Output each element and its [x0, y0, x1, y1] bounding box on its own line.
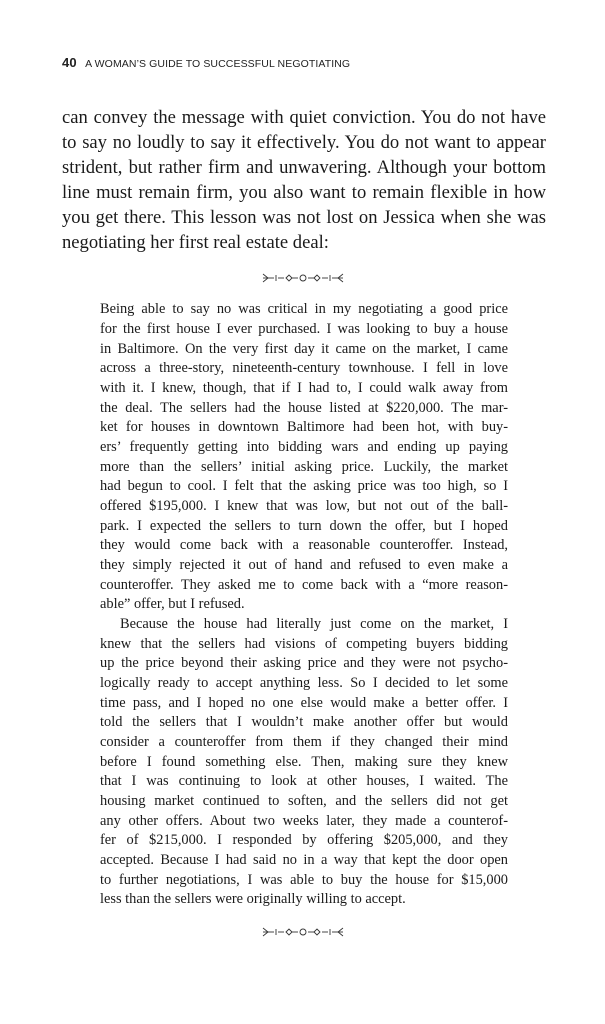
quote-line: accepted. Because I had said no in a way that kept the door open [100, 852, 508, 868]
running-header [62, 55, 350, 70]
quote-line: across a three-story, nineteenth-century townhouse. I fell in love [100, 360, 508, 376]
quote-line: ket for houses in downtown Baltimore had been hot, with buy- [100, 419, 508, 435]
quote-line: with it. I knew, though, that if I had to, I could walk away from [100, 380, 508, 396]
quote-line: for the first house I ever purchased. I was looking to buy a house [100, 321, 508, 337]
quote-line: the deal. The sellers had the house listed at $220,000. The mar- [100, 400, 508, 416]
quote-line: fer of $215,000. I responded by offering $205,000, and they [100, 832, 508, 848]
body-line: you get there. This lesson was not lost on Jessica when she was [62, 207, 546, 228]
quote-line: more than the sellers’ initial asking price. Luckily, the market [100, 459, 508, 475]
quote-line: counteroffer. They asked me to come back with a “more reason- [100, 577, 508, 593]
body-line: to say no loudly to say it effectively. You do not want to appear [62, 132, 546, 153]
quote-line: knew that the sellers had visions of competing buyers bidding [100, 636, 508, 652]
quote-line: to further negotiations, I was able to buy the house for $15,000 [100, 872, 508, 888]
quote-line: they simply rejected it out of hand and refused to even make a [100, 557, 508, 573]
quote-line: Because the house had literally just come on the market, I [120, 616, 508, 632]
section-ornament-bottom [262, 927, 344, 937]
quote-line: time pass, and I hoped no one else would make a better offer. I [100, 695, 508, 711]
quote-line: ers’ frequently getting into bidding wars and ending up paying [100, 439, 508, 455]
page-number: 40 [62, 55, 77, 70]
quote-line: told the sellers that I wouldn’t make another offer but would [100, 714, 508, 730]
quote-line: before I found something else. Then, making sure they knew [100, 754, 508, 770]
quote-line: able” offer, but I refused. [100, 596, 245, 612]
section-ornament-top [262, 273, 344, 283]
quote-line: they would come back with a reasonable counteroffer. Instead, [100, 537, 508, 553]
quote-line: had begun to cool. I felt that the asking price was too high, so I [100, 478, 508, 494]
quote-line: housing market continued to soften, and the sellers did not get [100, 793, 508, 809]
body-line: negotiating her first real estate deal: [62, 232, 329, 253]
body-line: can convey the message with quiet conviction. You do not have [62, 107, 546, 128]
quote-line: that I was continuing to look at other houses, I waited. The [100, 773, 508, 789]
quote-line: less than the sellers were originally willing to accept. [100, 891, 406, 907]
quote-line: offered $195,000. I knew that was low, but not out of the ball- [100, 498, 508, 514]
quote-line: consider a counteroffer from them if they changed their mind [100, 734, 508, 750]
quote-line: Being able to say no was critical in my negotiating a good price [100, 301, 508, 317]
quote-line: in Baltimore. On the very first day it came on the market, I came [100, 341, 508, 357]
body-line: line must remain firm, you also want to remain flexible in how [62, 182, 546, 203]
quote-line: logically ready to accept anything less. So I decided to let some [100, 675, 508, 691]
quote-line: any other offers. About two weeks later, they made a counterof- [100, 813, 508, 829]
running-title: A WOMAN’S GUIDE TO SUCCESSFUL NEGOTIATING [85, 58, 351, 70]
quote-line: park. I expected the sellers to turn down the offer, but I hoped [100, 518, 508, 534]
quote-line: up the price beyond their asking price and they were not psycho- [100, 655, 508, 671]
body-line: strident, but rather firm and unwavering. Although your bottom [62, 157, 546, 178]
